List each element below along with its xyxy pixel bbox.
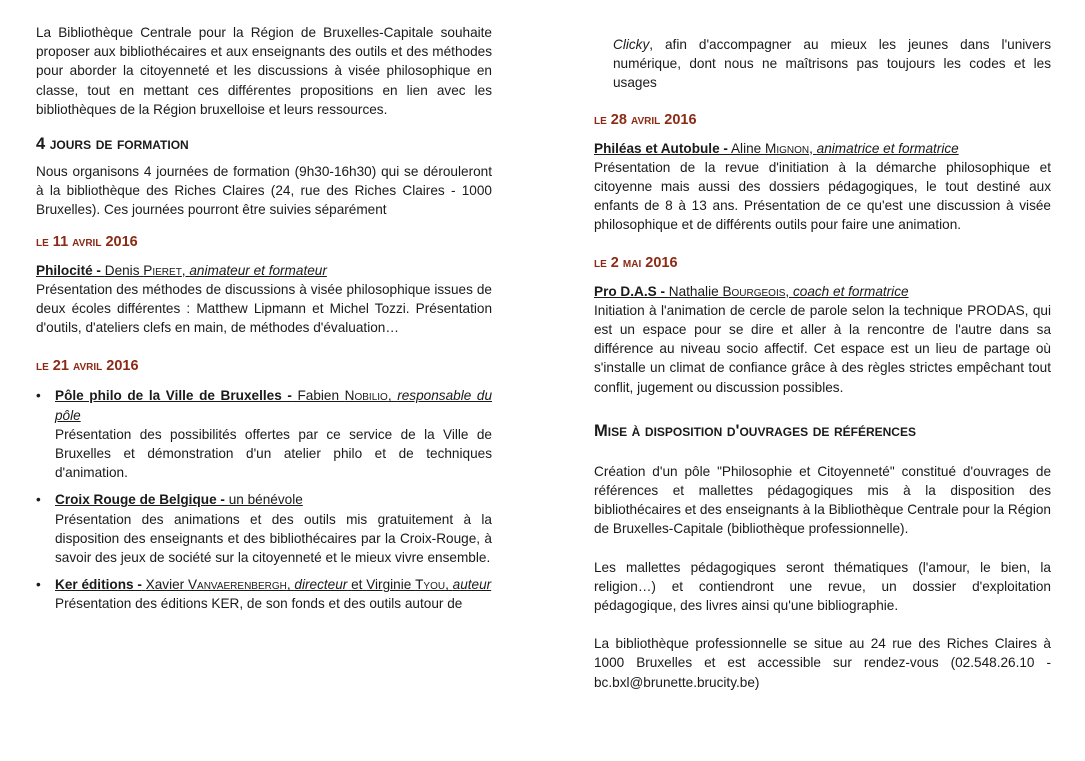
- speaker-last: Pieret: [143, 262, 182, 278]
- conjunction: et: [351, 577, 363, 593]
- speaker-role: directeur: [294, 577, 348, 593]
- section-title-formation: 4 jours de formation: [36, 135, 189, 154]
- session-text: Présentation de la revue d'initiation à la démarche philosophique et citoyenne mais aussi des dossiers pédagogiques, le tout destiné aux enfants de 8 à 13 ans. Présentation de ce qu'est une discussion à visée philosophique et de différents outils pour faire une animation.: [594, 159, 1051, 233]
- session-text: Présentation des éditions KER, de son fonds et des outils autour de: [55, 596, 463, 612]
- continued-italic: Clicky: [613, 37, 650, 52]
- speaker-first: Fabien: [297, 388, 345, 404]
- session-heading: Philocité - Denis Pieret, animateur et formateur: [36, 262, 327, 278]
- session-phileas: [594, 139, 1051, 235]
- continued-paragraph: [594, 35, 1051, 93]
- session-heading: • Pôle philo de la Ville de Bruxelles - Fabien Nobilio, responsable du pôle: [55, 388, 493, 423]
- speaker-last: Bourgeois: [722, 283, 786, 299]
- left-column: [36, 0, 492, 614]
- speaker-first: Denis: [104, 262, 144, 278]
- speaker-first: Nathalie: [668, 283, 723, 299]
- right-column: [594, 0, 1051, 692]
- date-11-avril: le 11 avril 2016: [36, 233, 138, 250]
- speaker-role: animatrice et formatrice: [816, 140, 959, 156]
- org-name: Philéas et Autobule -: [594, 140, 728, 156]
- session-text: Présentation des animations et des outils mis gratuitement à la disposition des enseignants et des bibliothécaires par la Croix-Rouge, à savoir des jeux de société sur la citoyenneté et le mieux vivre ensemble.: [55, 511, 492, 566]
- continued-text: , afin d'accompagner au mieux les jeunes dans l'univers numérique, dont nous ne maîtrisons pas toujours les codes et les usages: [613, 37, 1051, 91]
- session-prodas: [594, 282, 1051, 397]
- references-paragraph-1: Création d'un pôle "Philosophie et Citoyenneté" constitué d'ouvrages de références et mallettes pédagogiques mis à la disposition des bibliothécaires et des enseignants à la Bibliothèque Centrale pour la Région de Bruxelles-Capitale (bibliothèque professionnelle).: [594, 463, 1051, 537]
- speaker-role: coach et formatrice: [792, 283, 909, 299]
- date-28-avril: le 28 avril 2016: [594, 111, 697, 128]
- session-heading: [55, 490, 492, 509]
- session-philocite: [36, 261, 492, 338]
- org-name: Ker éditions -: [55, 577, 142, 593]
- list-item: [36, 386, 492, 482]
- speaker-role: responsable du pôle: [55, 388, 493, 423]
- session-heading: Philéas et Autobule - Aline Mignon, animatrice et formatrice: [594, 140, 959, 156]
- speaker-first: Xavier: [145, 577, 188, 593]
- org-name: Pro D.A.S -: [594, 283, 665, 299]
- date-21-avril: le 21 avril 2016: [36, 358, 139, 375]
- session-text: Présentation des méthodes de discussions à visée philosophique issues de deux écoles différentes : Matthew Lipmann et Michel Tozzi. Présentation d'outils, d'ateliers clefs en main, de méthodes d'évaluation…: [36, 281, 492, 336]
- speaker-last: Vanvaerenbergh: [187, 577, 287, 593]
- speaker2-role: auteur: [452, 577, 492, 593]
- speaker-role: animateur et formateur: [189, 262, 327, 278]
- org-name: Croix Rouge de Belgique -: [55, 492, 225, 508]
- references-paragraph-2: Les mallettes pédagogiques seront thématiques (l'amour, le bien, la religion…) et contiendront une revue, un dossier d'exploitation pédagogique, des livres ainsi qu'une bibliographie.: [594, 559, 1051, 614]
- speaker-last: Mignon: [765, 140, 810, 156]
- intro-paragraph: La Bibliothèque Centrale pour la Région de Bruxelles-Capitale souhaite proposer aux bibliothécaires et aux enseignants des outils et des méthodes pour aborder la citoyenneté et les discussions à visée philosophique en classe, tout en mettant ces différentes propositions en lien avec les bibliothèques de la Région bruxelloise et leurs ressources.: [36, 25, 492, 117]
- list-item: [36, 575, 492, 613]
- session-heading: Pro D.A.S - Nathalie Bourgeois, coach et formatrice: [594, 283, 909, 299]
- org-name: Philocité -: [36, 262, 101, 278]
- speaker-first: un bénévole: [228, 492, 303, 508]
- session-text: Présentation des possibilités offertes par ce service de la Ville de Bruxelles et démonstration d'un atelier philo et de techniques d'animation.: [55, 426, 492, 481]
- session-heading: • Ker éditions - Xavier Vanvaerenbergh, directeur et Virginie Tyou, auteur: [55, 577, 492, 593]
- org-name: Pôle philo de la Ville de Bruxelles -: [55, 388, 292, 404]
- section-title-references: Mise à disposition d'ouvrages de références: [594, 421, 916, 440]
- speaker-first: Aline: [730, 140, 765, 156]
- session-text: Initiation à l'animation de cercle de parole selon la technique PRODAS, qui est un espace pour se dire et aller à la rencontre de l'autre dans sa différence au niveau socio affectif. Cet espace est un lieu de partage où s'installe un climat de confiance grâce à des règles strictes empêchant tout conflit, jugement ou discussion possibles.: [594, 302, 1051, 395]
- list-item: [36, 490, 492, 567]
- speaker-last: Nobilio: [344, 388, 388, 404]
- session-list: [36, 386, 492, 613]
- references-paragraph-3: La bibliothèque professionnelle se situe au 24 rue des Riches Claires à 1000 Bruxelles et est accessible sur rendez-vous (02.548.26.10 - bc.bxl@brunette.brucity.be): [594, 636, 1051, 690]
- speaker2-last: Tyou: [415, 577, 446, 593]
- formation-paragraph: Nous organisons 4 journées de formation (9h30-16h30) qui se dérouleront à la bibliothèque des Riches Claires (24, rue des Riches Claires - 1000 Bruxelles). Ces journées pourront être suivies séparément: [36, 164, 492, 218]
- speaker2-first: Virginie: [366, 577, 416, 593]
- date-2-mai: le 2 mai 2016: [594, 254, 678, 271]
